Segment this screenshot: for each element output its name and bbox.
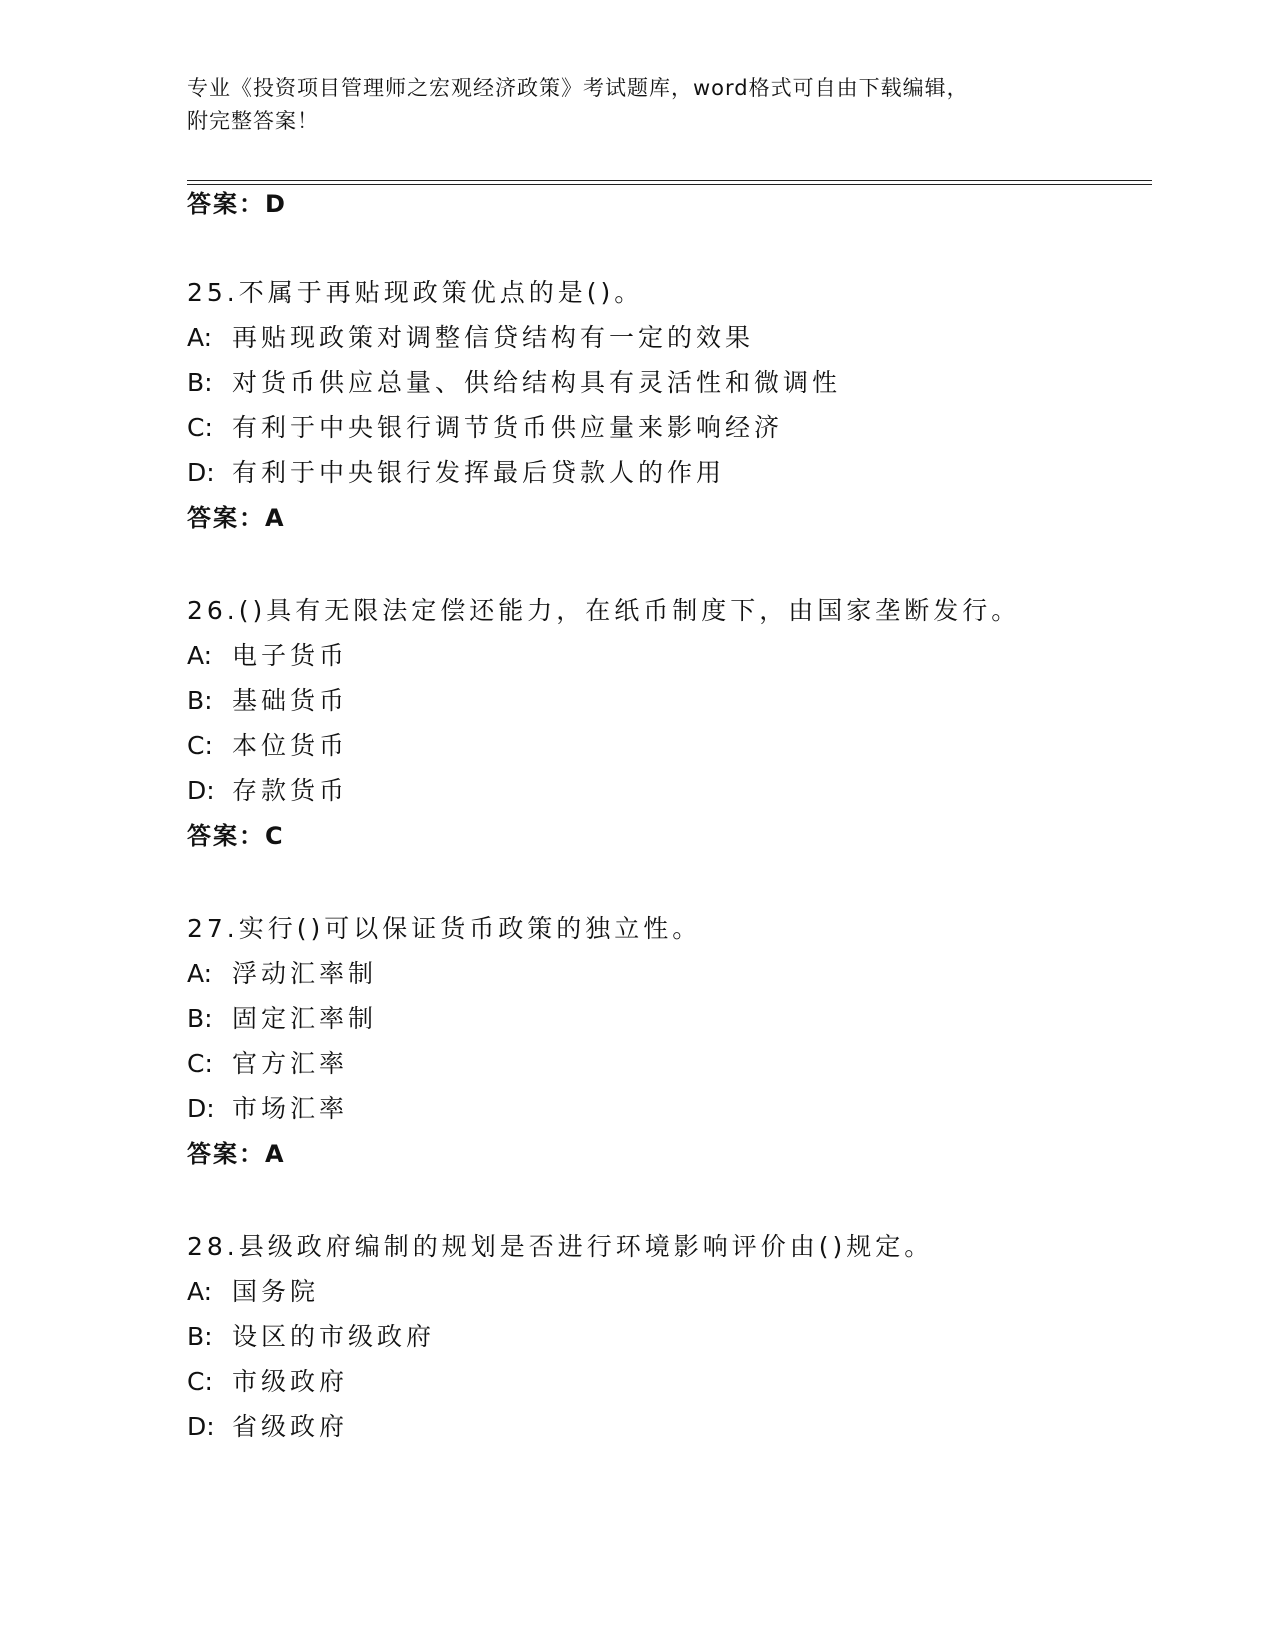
question-27 [187, 912, 1167, 1182]
question-28 [187, 1230, 1167, 1455]
option-label: C: [187, 1367, 213, 1396]
option-text: 官方汇率 [232, 1049, 349, 1078]
option-b [187, 1002, 1167, 1047]
option-b [187, 1320, 1167, 1365]
option-label: A: [187, 959, 213, 988]
option-c [187, 1365, 1167, 1410]
option-d [187, 456, 1167, 501]
option-text: 固定汇率制 [232, 1004, 378, 1033]
answer-line: 答案：C [187, 822, 285, 850]
option-a [187, 1275, 1167, 1320]
option-b [187, 684, 1167, 729]
option-text: 省级政府 [232, 1412, 349, 1441]
option-c [187, 411, 1167, 456]
option-a [187, 957, 1167, 1002]
option-label: A: [187, 641, 213, 670]
option-text: 浮动汇率制 [232, 959, 378, 988]
option-text: 电子货币 [232, 641, 349, 670]
option-d [187, 774, 1167, 819]
header-line-2: 附完整答案！ [187, 109, 319, 133]
option-c [187, 729, 1167, 774]
option-text: 对货币供应总量、供给结构具有灵活性和微调性 [232, 368, 842, 397]
option-d [187, 1092, 1167, 1137]
option-label: B: [187, 1322, 213, 1351]
document-header [187, 72, 1087, 138]
question-stem: 28.县级政府编制的规划是否进行环境影响评价由()规定。 [187, 1232, 934, 1261]
header-divider-bottom [187, 184, 1152, 185]
option-d [187, 1410, 1167, 1455]
answer-line: 答案：A [187, 504, 286, 532]
header-divider-top [187, 180, 1152, 181]
option-text: 基础货币 [232, 686, 349, 715]
option-text: 市级政府 [232, 1367, 349, 1396]
option-a [187, 321, 1167, 366]
option-text: 市场汇率 [232, 1094, 349, 1123]
option-label: D: [187, 458, 215, 487]
option-label: B: [187, 686, 213, 715]
option-label: B: [187, 1004, 213, 1033]
question-26 [187, 594, 1167, 864]
question-stem: 27.实行()可以保证货币政策的独立性。 [187, 914, 702, 943]
option-text: 再贴现政策对调整信贷结构有一定的效果 [232, 323, 755, 352]
question-25 [187, 276, 1167, 546]
option-label: A: [187, 323, 213, 352]
option-label: C: [187, 413, 213, 442]
option-label: D: [187, 1412, 215, 1441]
option-text: 国务院 [232, 1277, 320, 1306]
previous-answer: 答案：D [187, 190, 287, 218]
option-c [187, 1047, 1167, 1092]
option-label: C: [187, 1049, 213, 1078]
header-line-1: 专业《投资项目管理师之宏观经济政策》考试题库，word格式可自由下载编辑， [187, 76, 969, 100]
option-text: 有利于中央银行发挥最后贷款人的作用 [232, 458, 726, 487]
option-label: A: [187, 1277, 213, 1306]
option-text: 存款货币 [232, 776, 349, 805]
option-text: 本位货币 [232, 731, 349, 760]
option-text: 有利于中央银行调节货币供应量来影响经济 [232, 413, 784, 442]
answer-line: 答案：A [187, 1140, 286, 1168]
question-stem: 26.()具有无限法定偿还能力，在纸币制度下，由国家垄断发行。 [187, 596, 1021, 625]
option-b [187, 366, 1167, 411]
option-label: D: [187, 776, 215, 805]
option-text: 设区的市级政府 [232, 1322, 436, 1351]
option-label: D: [187, 1094, 215, 1123]
option-label: C: [187, 731, 213, 760]
option-label: B: [187, 368, 213, 397]
question-stem: 25.不属于再贴现政策优点的是()。 [187, 278, 644, 307]
option-a [187, 639, 1167, 684]
